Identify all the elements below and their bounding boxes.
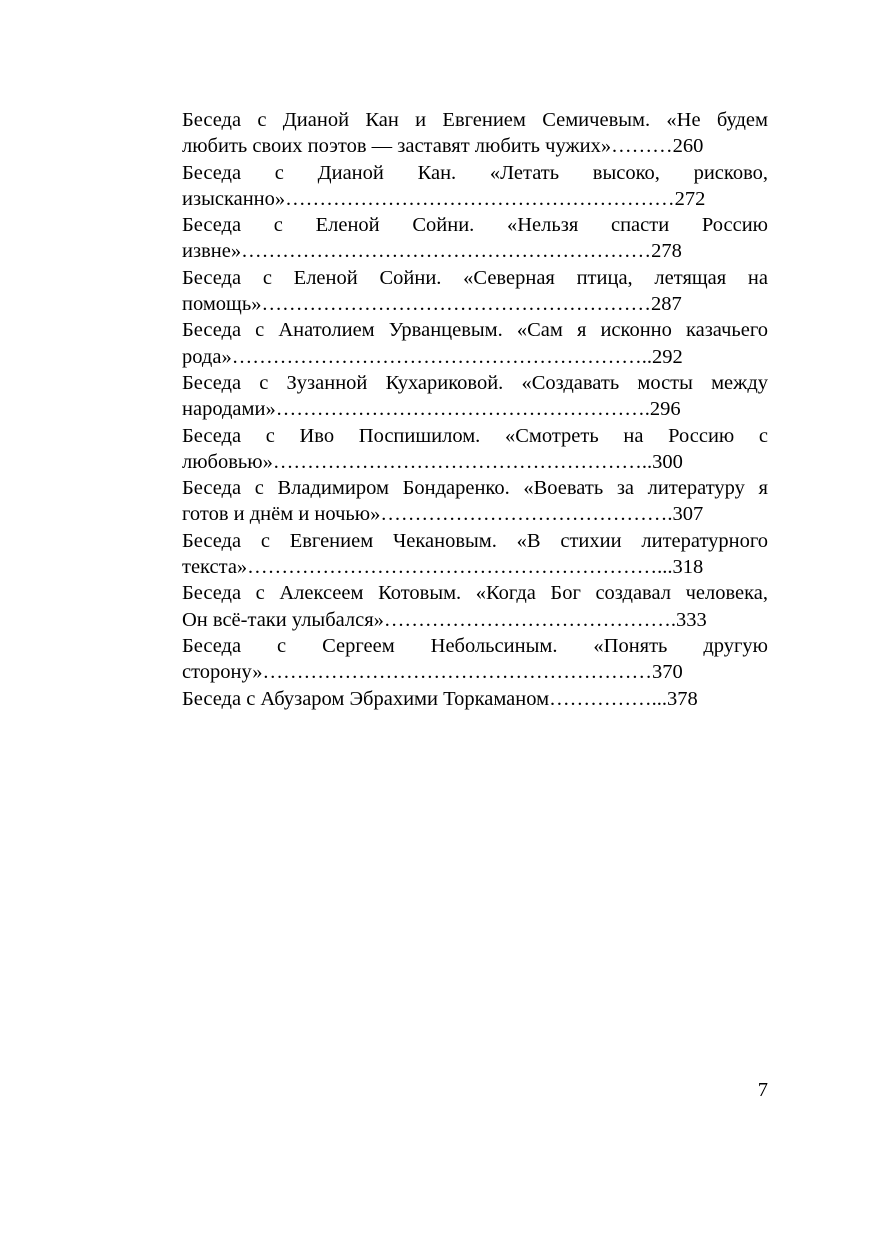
toc-entry-line: народами»……………………………………………….296 (182, 398, 681, 421)
toc-entry (182, 107, 768, 160)
toc-entry (182, 528, 768, 581)
toc-entry-line: любить своих поэтов — заставят любить чужих»………260 (182, 135, 704, 158)
toc-entry (182, 423, 768, 476)
toc-entry-line: текста»……………………………………………………...318 (182, 556, 704, 579)
toc-entry (182, 370, 768, 423)
toc-entry-line: Беседа с Евгением Чекановым. «В стихии литературного (182, 529, 768, 552)
page-number: 7 (757, 1079, 768, 1101)
toc-entry-line: Беседа с Еленой Сойни. «Северная птица, летящая на (182, 266, 768, 289)
toc-entry-line: Беседа с Зузанной Кухариковой. «Создавать мосты между (182, 371, 768, 394)
toc-entry-line: любовью»………………………………………………..300 (182, 450, 683, 473)
toc-entry (182, 686, 768, 712)
table-of-contents (182, 107, 768, 712)
toc-entry-line: рода»……………………………………………………..292 (182, 345, 683, 368)
toc-entry-line: Беседа с Дианой Кан. «Летать высоко, рисково, (182, 161, 768, 184)
toc-entry-line: Беседа с Владимиром Бондаренко. «Воевать за литературу я (182, 477, 768, 500)
toc-entry-line: Беседа с Абузаром Эбрахими Торкаманом……………...378 (182, 687, 698, 710)
toc-entry-line: извне»……………………………………………………278 (182, 240, 682, 263)
toc-entry-line: Он всё-таки улыбался»…………………………………….333 (182, 608, 707, 631)
toc-entry-line: сторону»…………………………………………………370 (182, 661, 683, 684)
toc-entry (182, 160, 768, 213)
toc-entry-line: Беседа с Анатолием Урванцевым. «Сам я исконно казачьего (182, 319, 768, 342)
toc-entry-line: Беседа с Еленой Сойни. «Нельзя спасти Россию (182, 214, 768, 237)
toc-entry-line: Беседа с Дианой Кан и Евгением Семичевым. «Не будем (182, 109, 768, 131)
toc-entry-line: изысканно»…………………………………………………272 (182, 187, 706, 210)
toc-entry-line: помощь»…………………………………………………287 (182, 293, 682, 316)
toc-entry-line: Беседа с Иво Поспишилом. «Смотреть на Россию с (182, 424, 768, 447)
toc-entry (182, 633, 768, 686)
toc-entry (182, 475, 768, 528)
toc-entry (182, 265, 768, 318)
toc-entry-line: готов и днём и ночью»…………………………………….307 (182, 503, 704, 526)
toc-entry-line: Беседа с Сергеем Небольсиным. «Понять другую (182, 634, 768, 657)
toc-entry (182, 580, 768, 633)
toc-entry-line: Беседа с Алексеем Котовым. «Когда Бог создавал человека, (182, 582, 768, 605)
toc-entry (182, 212, 768, 265)
toc-entry (182, 317, 768, 370)
